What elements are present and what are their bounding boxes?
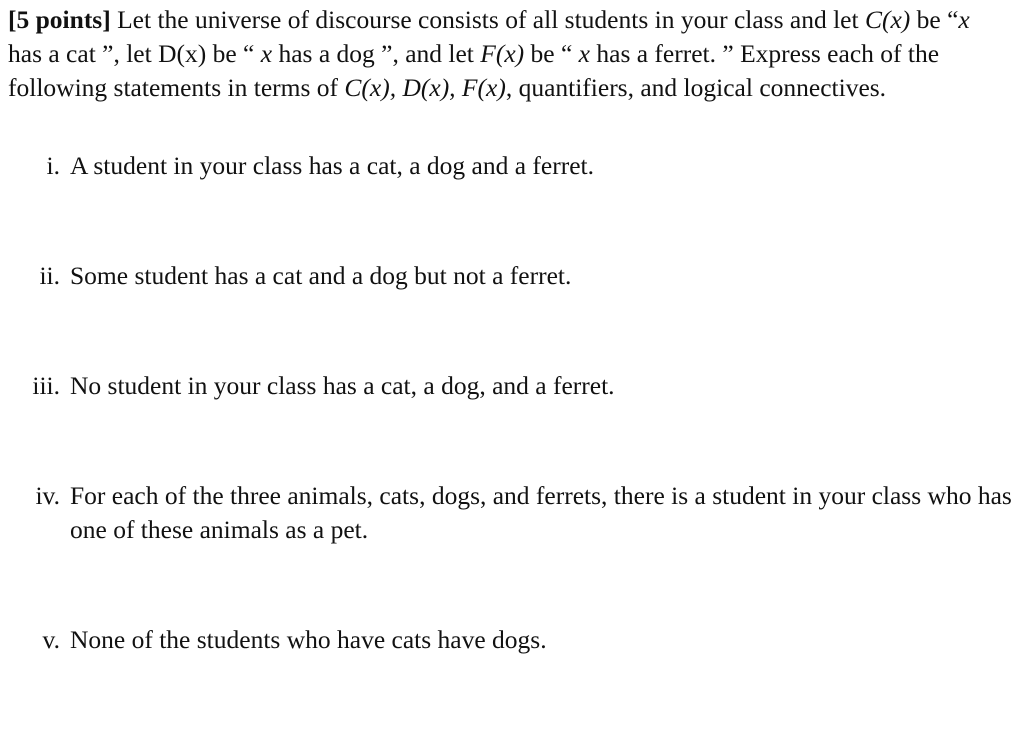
intro-text: has a dog ”, and let bbox=[272, 39, 481, 68]
list-item bbox=[22, 479, 1012, 547]
item-text: None of the students who have cats have dogs. bbox=[70, 625, 547, 654]
item-number: i. bbox=[46, 151, 60, 180]
item-number: v. bbox=[42, 625, 60, 654]
math-functions: C(x), D(x), F(x) bbox=[344, 73, 506, 102]
item-number: iv. bbox=[35, 481, 60, 510]
math-c-x: C(x) bbox=[864, 5, 911, 34]
math-x: x bbox=[578, 39, 590, 68]
list-item bbox=[22, 149, 1012, 183]
item-text: For each of the three animals, cats, dogs, and ferrets, there is a student in your class who has one of these animals as a pet. bbox=[70, 481, 1012, 544]
intro-text: be “ bbox=[524, 39, 579, 68]
list-item bbox=[22, 623, 1012, 657]
item-number: iii. bbox=[32, 371, 60, 400]
intro-text: Let the universe of discourse consists of all students in your class and let bbox=[110, 5, 865, 34]
intro-text: has a ferret. ” Express each of the following statements in terms of bbox=[8, 39, 940, 102]
item-number: ii. bbox=[39, 261, 60, 290]
intro-text: , quantifiers, and logical connectives. bbox=[505, 73, 887, 102]
points-label: [5 points] bbox=[8, 5, 111, 34]
list-item bbox=[22, 259, 1012, 293]
math-f-x: F(x) bbox=[480, 39, 525, 68]
list-item bbox=[22, 369, 1012, 403]
intro-text: be “ bbox=[910, 5, 959, 34]
item-text: Some student has a cat and a dog but not a ferret. bbox=[70, 261, 572, 290]
item-text: No student in your class has a cat, a dog, and a ferret. bbox=[70, 371, 615, 400]
math-x: x bbox=[260, 39, 273, 68]
item-text: A student in your class has a cat, a dog and a ferret. bbox=[70, 151, 594, 180]
problem-statement bbox=[8, 3, 1008, 105]
intro-text: has a cat ”, let D(x) be “ bbox=[8, 39, 261, 68]
math-x: x bbox=[958, 5, 970, 34]
